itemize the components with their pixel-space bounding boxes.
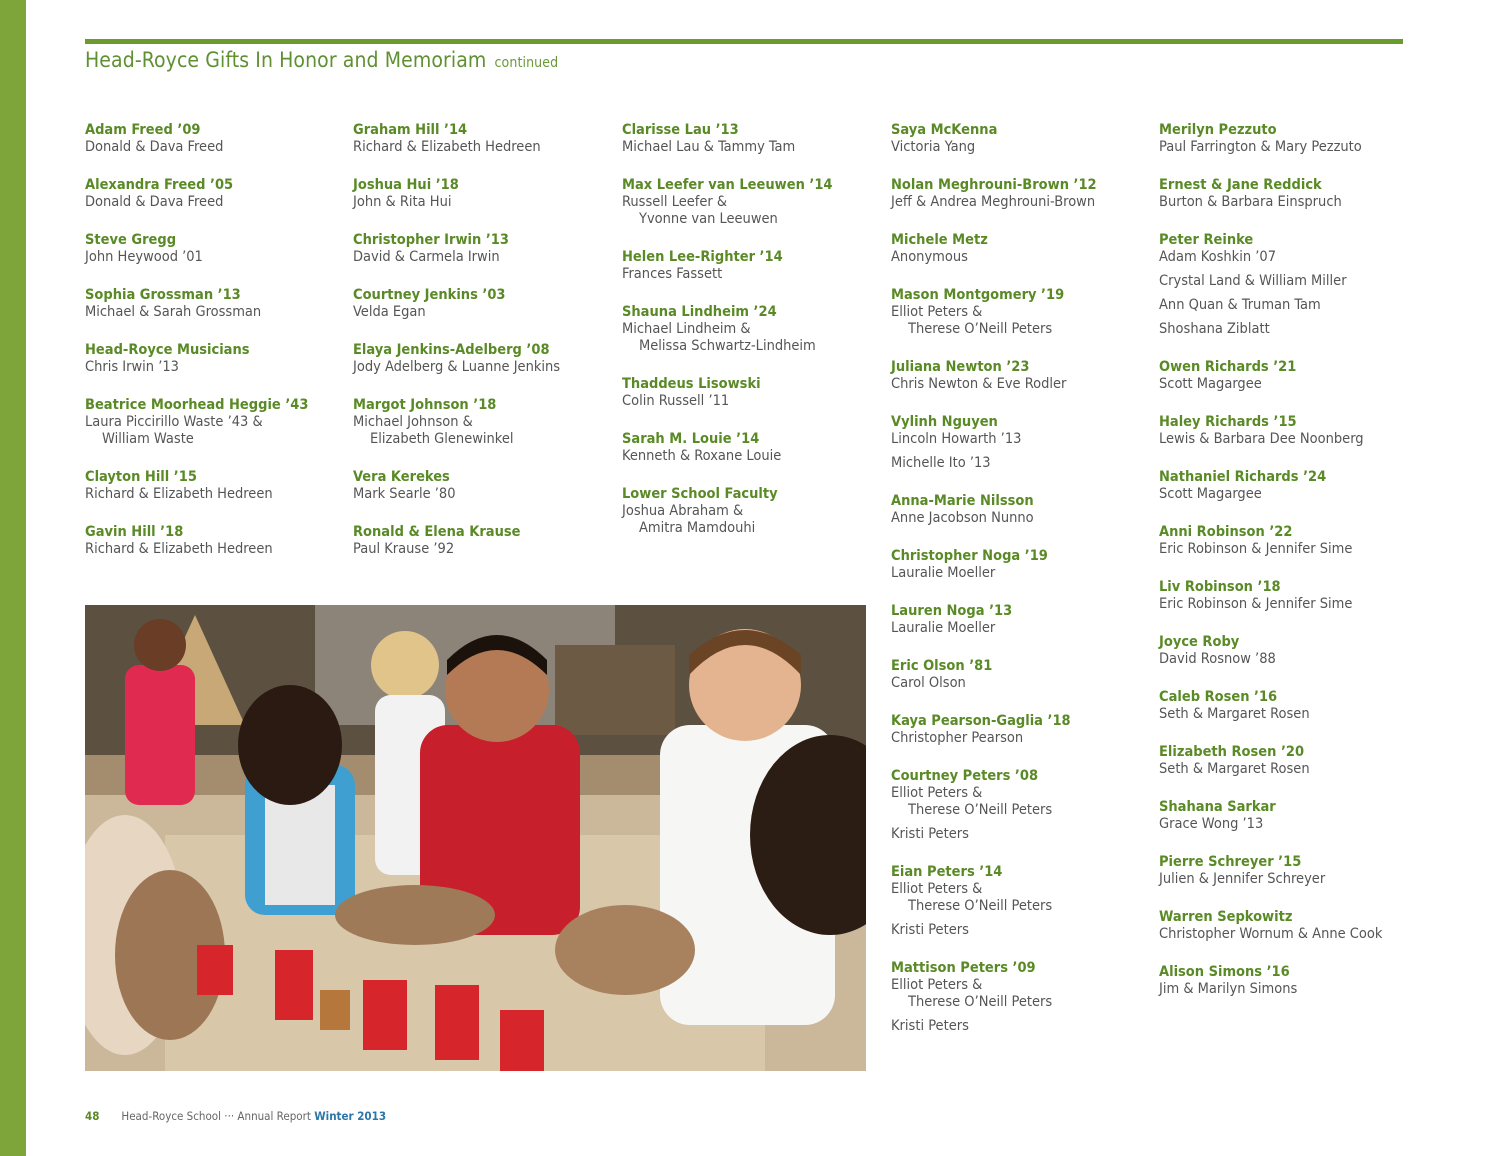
gift-entry xyxy=(85,397,350,448)
gift-entry xyxy=(891,414,1156,472)
honoree-name: Steve Gregg xyxy=(85,232,177,248)
donor-name: Kristi Peters xyxy=(891,1018,969,1034)
page-title-text: Head-Royce Gifts In Honor and Memoriam xyxy=(85,48,487,72)
donor-name: Jody Adelberg & Luanne Jenkins xyxy=(353,359,561,375)
honoree-name: Pierre Schreyer ’15 xyxy=(1159,854,1302,870)
gift-entry xyxy=(353,287,618,321)
page-number: 48 xyxy=(85,1109,100,1123)
honoree-name: Adam Freed ’09 xyxy=(85,122,201,138)
gift-entry xyxy=(891,493,1156,527)
gift-entry xyxy=(85,177,350,211)
donor-name: Melissa Schwartz-Lindheim xyxy=(639,338,816,354)
honoree-name: Nolan Meghrouni-Brown ’12 xyxy=(891,177,1097,193)
gift-entry xyxy=(1159,177,1424,211)
gift-entry xyxy=(891,548,1156,582)
honoree-name: Eric Olson ’81 xyxy=(891,658,993,674)
continued-label: continued xyxy=(494,55,559,71)
gift-entry xyxy=(1159,909,1424,943)
donor-name: William Waste xyxy=(102,431,194,447)
donor-name: Richard & Elizabeth Hedreen xyxy=(353,139,541,155)
honoree-name: Anna-Marie Nilsson xyxy=(891,493,1034,509)
donor-name: Kristi Peters xyxy=(891,922,969,938)
honoree-name: Saya McKenna xyxy=(891,122,998,138)
gift-entry xyxy=(353,177,618,211)
honoree-name: Caleb Rosen ’16 xyxy=(1159,689,1278,705)
donor-name: Lauralie Moeller xyxy=(891,620,996,636)
honoree-name: Elizabeth Rosen ’20 xyxy=(1159,744,1305,760)
donor-name: Richard & Elizabeth Hedreen xyxy=(85,486,273,502)
gift-column-5 xyxy=(1159,122,1424,1019)
gift-entry xyxy=(353,342,618,376)
gift-entry xyxy=(891,768,1156,843)
publication-name: Head-Royce School ··· Annual Report xyxy=(121,1109,311,1123)
donor-name: Elliot Peters & xyxy=(891,785,983,801)
donor-name: Elizabeth Glenewinkel xyxy=(370,431,514,447)
donor-name: Lewis & Barbara Dee Noonberg xyxy=(1159,431,1364,447)
donor-name: Seth & Margaret Rosen xyxy=(1159,706,1310,722)
donor-name: Eric Robinson & Jennifer Sime xyxy=(1159,541,1353,557)
donor-name: Eric Robinson & Jennifer Sime xyxy=(1159,596,1353,612)
gift-entry xyxy=(353,469,618,503)
gift-entry xyxy=(85,287,350,321)
gift-entry xyxy=(353,524,618,558)
gift-entry xyxy=(622,249,887,283)
gift-entry xyxy=(1159,524,1424,558)
donor-name: Russell Leefer & xyxy=(622,194,728,210)
honoree-name: Lower School Faculty xyxy=(622,486,778,502)
gift-entry xyxy=(353,397,618,448)
donor-name: Paul Krause ’92 xyxy=(353,541,455,557)
gift-entry xyxy=(1159,854,1424,888)
honoree-name: Christopher Irwin ’13 xyxy=(353,232,509,248)
honoree-name: Vera Kerekes xyxy=(353,469,450,485)
honoree-name: Ronald & Elena Krause xyxy=(353,524,521,540)
gift-entry xyxy=(891,287,1156,338)
honoree-name: Max Leefer van Leeuwen ’14 xyxy=(622,177,833,193)
honoree-name: Nathaniel Richards ’24 xyxy=(1159,469,1327,485)
donor-name: Seth & Margaret Rosen xyxy=(1159,761,1310,777)
honoree-name: Alexandra Freed ’05 xyxy=(85,177,234,193)
left-accent-bar xyxy=(0,0,26,1156)
donor-name: Carol Olson xyxy=(891,675,966,691)
gift-entry xyxy=(891,232,1156,266)
honoree-name: Helen Lee-Righter ’14 xyxy=(622,249,783,265)
donor-name: Michael & Sarah Grossman xyxy=(85,304,262,320)
donor-name: Crystal Land & William Miller xyxy=(1159,273,1347,289)
honoree-name: Beatrice Moorhead Heggie ’43 xyxy=(85,397,309,413)
gift-entry xyxy=(622,177,887,228)
gift-entry xyxy=(85,469,350,503)
gift-entry xyxy=(891,960,1156,1035)
honoree-name: Liv Robinson ’18 xyxy=(1159,579,1281,595)
honoree-name: Head-Royce Musicians xyxy=(85,342,250,358)
donor-name: Shoshana Ziblatt xyxy=(1159,321,1270,337)
donor-name: John Heywood ’01 xyxy=(85,249,203,265)
classroom-art-photo xyxy=(85,605,866,1071)
honoree-name: Owen Richards ’21 xyxy=(1159,359,1297,375)
honoree-name: Lauren Noga ’13 xyxy=(891,603,1013,619)
gift-entry xyxy=(1159,964,1424,998)
honoree-name: Elaya Jenkins-Adelberg ’08 xyxy=(353,342,550,358)
gift-entry xyxy=(353,122,618,156)
donor-name: Donald & Dava Freed xyxy=(85,194,224,210)
donor-name: Elliot Peters & xyxy=(891,977,983,993)
gift-entry xyxy=(85,232,350,266)
donor-name: Anne Jacobson Nunno xyxy=(891,510,1034,526)
donor-name: Colin Russell ’11 xyxy=(622,393,730,409)
honoree-name: Sophia Grossman ’13 xyxy=(85,287,241,303)
gift-entry xyxy=(891,658,1156,692)
honoree-name: Courtney Peters ’08 xyxy=(891,768,1039,784)
publication-season: Winter 2013 xyxy=(314,1109,387,1123)
donor-name: Michael Johnson & xyxy=(353,414,473,430)
donor-name: Victoria Yang xyxy=(891,139,976,155)
donor-name: Chris Irwin ’13 xyxy=(85,359,179,375)
donor-name: John & Rita Hui xyxy=(353,194,452,210)
honoree-name: Eian Peters ’14 xyxy=(891,864,1003,880)
honoree-name: Clarisse Lau ’13 xyxy=(622,122,739,138)
honoree-name: Shauna Lindheim ’24 xyxy=(622,304,777,320)
donor-name: Velda Egan xyxy=(353,304,426,320)
donor-name: Therese O’Neill Peters xyxy=(908,994,1053,1010)
donor-name: Kristi Peters xyxy=(891,826,969,842)
honoree-name: Warren Sepkowitz xyxy=(1159,909,1293,925)
donor-name: Elliot Peters & xyxy=(891,881,983,897)
gift-entry xyxy=(1159,122,1424,156)
honoree-name: Joyce Roby xyxy=(1159,634,1240,650)
donor-name: Jim & Marilyn Simons xyxy=(1159,981,1298,997)
gift-entry xyxy=(1159,232,1424,338)
donor-name: Grace Wong ’13 xyxy=(1159,816,1264,832)
honoree-name: Kaya Pearson-Gaglia ’18 xyxy=(891,713,1071,729)
donor-name: Chris Newton & Eve Rodler xyxy=(891,376,1067,392)
honoree-name: Graham Hill ’14 xyxy=(353,122,468,138)
donor-name: Julien & Jennifer Schreyer xyxy=(1159,871,1326,887)
donor-name: Adam Koshkin ’07 xyxy=(1159,249,1276,265)
donor-name: Kenneth & Roxane Louie xyxy=(622,448,782,464)
page-title xyxy=(85,48,558,72)
gift-entry xyxy=(891,603,1156,637)
honoree-name: Anni Robinson ’22 xyxy=(1159,524,1293,540)
honoree-name: Michele Metz xyxy=(891,232,988,248)
honoree-name: Vylinh Nguyen xyxy=(891,414,998,430)
gift-entry xyxy=(1159,799,1424,833)
donor-name: Anonymous xyxy=(891,249,968,265)
donor-name: Scott Magargee xyxy=(1159,486,1262,502)
gift-column-3 xyxy=(622,122,887,558)
gift-entry xyxy=(622,431,887,465)
gift-entry xyxy=(85,524,350,558)
honoree-name: Gavin Hill ’18 xyxy=(85,524,184,540)
gift-entry xyxy=(1159,579,1424,613)
gift-entry xyxy=(622,122,887,156)
honoree-name: Thaddeus Lisowski xyxy=(622,376,761,392)
gift-entry xyxy=(1159,689,1424,723)
gift-entry xyxy=(622,486,887,537)
honoree-name: Peter Reinke xyxy=(1159,232,1254,248)
donor-name: Michelle Ito ’13 xyxy=(891,455,991,471)
donor-name: Joshua Abraham & xyxy=(622,503,744,519)
donor-name: Lauralie Moeller xyxy=(891,565,996,581)
gift-entry xyxy=(1159,634,1424,668)
gift-entry xyxy=(891,713,1156,747)
gift-entry xyxy=(1159,744,1424,778)
donor-name: Therese O’Neill Peters xyxy=(908,802,1053,818)
honoree-name: Christopher Noga ’19 xyxy=(891,548,1048,564)
gift-entry xyxy=(891,359,1156,393)
gift-column-1 xyxy=(85,122,350,579)
honoree-name: Sarah M. Louie ’14 xyxy=(622,431,760,447)
honoree-name: Mason Montgomery ’19 xyxy=(891,287,1065,303)
gift-entry xyxy=(891,864,1156,939)
gift-column-4 xyxy=(891,122,1156,1056)
honoree-name: Haley Richards ’15 xyxy=(1159,414,1297,430)
gift-entry xyxy=(353,232,618,266)
gift-entry xyxy=(891,177,1156,211)
donor-name: Laura Piccirillo Waste ’43 & xyxy=(85,414,263,430)
honoree-name: Shahana Sarkar xyxy=(1159,799,1276,815)
gift-entry xyxy=(1159,414,1424,448)
donor-name: Donald & Dava Freed xyxy=(85,139,224,155)
honoree-name: Courtney Jenkins ’03 xyxy=(353,287,506,303)
gift-column-2 xyxy=(353,122,618,579)
donor-name: Christopher Wornum & Anne Cook xyxy=(1159,926,1383,942)
donor-name: Ann Quan & Truman Tam xyxy=(1159,297,1321,313)
donor-name: Therese O’Neill Peters xyxy=(908,321,1053,337)
donor-name: Elliot Peters & xyxy=(891,304,983,320)
page-footer xyxy=(85,1109,386,1123)
donor-name: Mark Searle ’80 xyxy=(353,486,456,502)
gift-entry xyxy=(1159,469,1424,503)
donor-name: Scott Magargee xyxy=(1159,376,1262,392)
donor-name: Therese O’Neill Peters xyxy=(908,898,1053,914)
donor-name: Burton & Barbara Einspruch xyxy=(1159,194,1342,210)
donor-name: Paul Farrington & Mary Pezzuto xyxy=(1159,139,1362,155)
donor-name: Lincoln Howarth ’13 xyxy=(891,431,1022,447)
gift-entry xyxy=(85,122,350,156)
honoree-name: Margot Johnson ’18 xyxy=(353,397,497,413)
gift-entry xyxy=(1159,359,1424,393)
donor-name: Amitra Mamdouhi xyxy=(639,520,756,536)
donor-name: Richard & Elizabeth Hedreen xyxy=(85,541,273,557)
honoree-name: Alison Simons ’16 xyxy=(1159,964,1290,980)
honoree-name: Joshua Hui ’18 xyxy=(353,177,459,193)
honoree-name: Juliana Newton ’23 xyxy=(891,359,1030,375)
donor-name: Frances Fassett xyxy=(622,266,723,282)
donor-name: Yvonne van Leeuwen xyxy=(639,211,778,227)
gift-entry xyxy=(85,342,350,376)
donor-name: David & Carmela Irwin xyxy=(353,249,500,265)
honoree-name: Ernest & Jane Reddick xyxy=(1159,177,1322,193)
header-rule xyxy=(85,39,1403,44)
donor-name: Jeff & Andrea Meghrouni-Brown xyxy=(891,194,1096,210)
honoree-name: Mattison Peters ’09 xyxy=(891,960,1036,976)
honoree-name: Merilyn Pezzuto xyxy=(1159,122,1277,138)
donor-name: Michael Lindheim & xyxy=(622,321,751,337)
donor-name: Michael Lau & Tammy Tam xyxy=(622,139,796,155)
donor-name: Christopher Pearson xyxy=(891,730,1024,746)
donor-name: David Rosnow ’88 xyxy=(1159,651,1276,667)
gift-entry xyxy=(622,304,887,355)
gift-entry xyxy=(891,122,1156,156)
honoree-name: Clayton Hill ’15 xyxy=(85,469,197,485)
gift-entry xyxy=(622,376,887,410)
